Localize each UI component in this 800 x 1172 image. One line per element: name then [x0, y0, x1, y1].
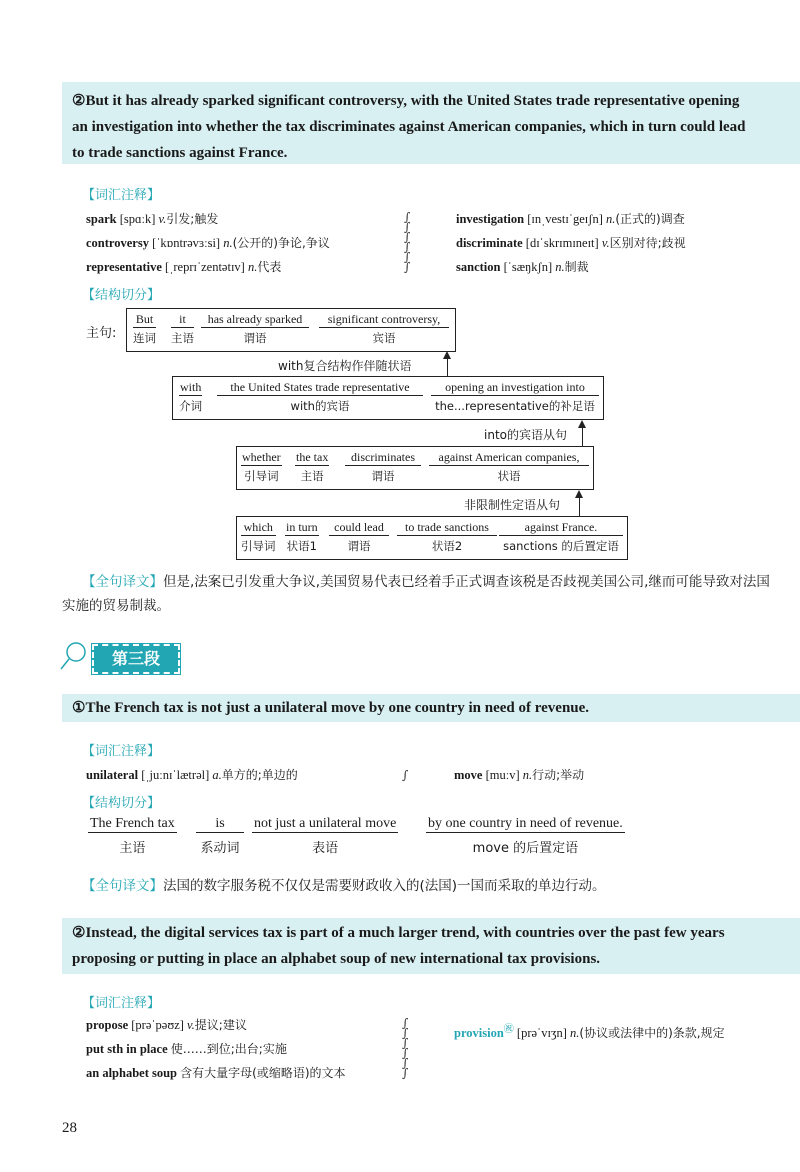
cell-against-companies: against American companies, 状语: [429, 450, 589, 484]
structure-box-which: [236, 516, 628, 560]
vocab-entry: sanction [ˈsæŋkʃn] n.制裁: [456, 260, 589, 274]
vocab-entry: representative [ˌreprɪˈzentətɪv] n.代表: [86, 260, 282, 274]
wavy-divider: ∫ ∫ ∫ ∫ ∫ ∫: [402, 1016, 409, 1080]
sentence-p2-s2: ②But it has already sparked significant controversy, with the United States trade representative opening an investigation into whether the tax discriminates against American companies, which in turn could lead to trade sanctions against France.: [72, 93, 746, 161]
vocab-entry-provision: provision㊗ [prəˈvɪʒn] n.(协议或法律中的)条款,规定: [454, 1024, 725, 1041]
vocab-entry: spark [spɑːk] v.引发;触发: [86, 212, 219, 226]
cell-in-turn: in turn 状语1: [286, 520, 318, 553]
structure-box-with: [172, 376, 604, 420]
main-clause-label: 主句:: [86, 326, 117, 341]
cell-has-sparked: has already sparked 谓语: [201, 312, 309, 346]
link-label-2: into的宾语从句: [484, 428, 567, 442]
vocab-entry: move [muːv] n.行动;举动: [454, 768, 585, 782]
cell-it: it 主语: [171, 312, 194, 345]
cell-against-france: against France. sanctions 的后置定语: [499, 520, 623, 554]
struct-header: 【结构切分】: [82, 796, 161, 811]
cell-opening: opening an investigation into the...representative的补足语: [431, 380, 599, 414]
struct-header: 【结构切分】: [82, 288, 161, 303]
vocab-entry: put sth in place 使……到位;出台;实施: [86, 1042, 287, 1056]
seg-the-french-tax: The French tax 主语: [90, 816, 175, 856]
cell-which: which 引导词: [241, 520, 276, 553]
wavy-divider: ∫ ∫ ∫ ∫ ∫ ∫: [404, 210, 411, 274]
cell-but: But 连词: [133, 312, 156, 345]
structure-box-main: [126, 308, 456, 352]
cell-trade-sanctions: to trade sanctions 状语2: [397, 520, 497, 554]
vocab-entry: discriminate [dɪˈskrɪmɪneɪt] v.区别对待;歧视: [456, 236, 686, 250]
page-number: 28: [62, 1120, 77, 1136]
sentence-p3-s1: ①The French tax is not just a unilateral move by one country in need of revenue.: [72, 700, 590, 716]
cell-controversy: significant controversy, 宾语: [319, 312, 449, 346]
cell-with: with 介词: [179, 380, 203, 413]
vocab-entry: an alphabet soup 含有大量字母(或缩略语)的文本: [86, 1066, 346, 1080]
vocab-header: 【词汇注释】: [82, 996, 161, 1011]
seg-is: is 系动词: [196, 816, 244, 856]
seg-by-one-country: by one country in need of revenue. move 的后置定语: [428, 816, 623, 856]
cell-whether: whether 引导词: [242, 450, 281, 483]
translation-p2-s2: 【全句译文】但是,法案已引发重大争议,美国贸易代表已经着手正式调查该税是否歧视美国公司,继而可能导致对法国实施的贸易制裁。: [62, 574, 770, 614]
vocab-header: 【词汇注释】: [82, 744, 161, 759]
vocab-entry: controversy [ˈkɒntrəvɜːsi] n.(公开的)争论,争议: [86, 236, 330, 250]
cell-discriminates: discriminates 谓语: [345, 450, 421, 484]
section-title: 第三段: [92, 644, 180, 674]
wavy-divider: ∫: [402, 768, 409, 782]
cell-trade-rep: the United States trade representative with的宾语: [217, 380, 423, 414]
link-label-3: 非限制性定语从句: [464, 498, 561, 512]
cell-the-tax: the tax 主语: [296, 450, 329, 483]
seg-not-just: not just a unilateral move 表语: [254, 816, 397, 856]
translation-p3-s1: 【全句译文】法国的数字服务税不仅仅是需要财政收入的(法国)一国而采取的单边行动。: [82, 878, 606, 894]
magnifier-icon: [58, 640, 90, 672]
cell-could-lead: could lead 谓语: [329, 520, 389, 554]
vocab-header: 【词汇注释】: [82, 188, 161, 203]
structure-box-whether: [236, 446, 594, 490]
sentence-p3-s2: ②Instead, the digital services tax is part of a much larger trend, with countries over the past few years proposing or putting in place an alphabet soup of new international tax provisions.: [72, 925, 725, 967]
vocab-entry: investigation [ɪnˌvestɪˈgeɪʃn] n.(正式的)调查: [456, 212, 685, 226]
vocab-entry: unilateral [ˌjuːnɪˈlætrəl] a.单方的;单边的: [86, 768, 298, 782]
link-label-1: with复合结构作伴随状语: [278, 359, 412, 373]
vocab-entry: propose [prəˈpəʊz] v.提议;建议: [86, 1018, 247, 1032]
